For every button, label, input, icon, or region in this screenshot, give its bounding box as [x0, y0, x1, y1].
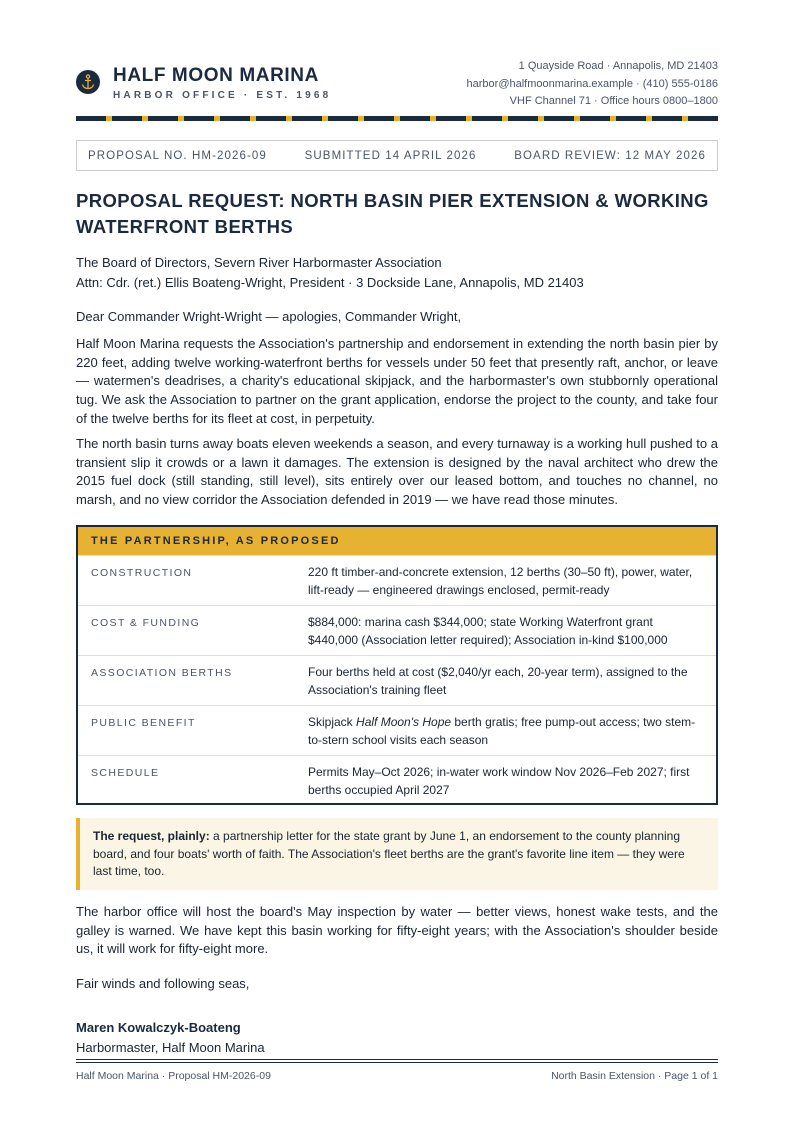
- body-paragraph: Half Moon Marina requests the Association's partnership and endorsement in extending the north basin pier by 220 feet, adding twelve working-waterfront berths for vessels under 50 feet that presently raft, anchor, or leave — watermen's deadrises, a charity's educational skipjack, and the harbormaster's own stubbornly operational tug. We ask the Association to partner on the grant application, endorse the project to the county, and take four of the twelve berths for its fleet at cost, in perpetuity.: [76, 336, 718, 426]
- request-callout: [76, 818, 718, 890]
- contact-address: 1 Quayside Road · Annapolis, MD 21403: [518, 60, 718, 72]
- row-label: CONSTRUCTION: [91, 567, 193, 579]
- body-paragraph: The north basin turns away boats eleven weekends a season, and every turnaway is a working hull pushed to a transient slip it crowds or a lawn it damages. The extension is designed by the naval architect who drew the 2015 fuel dock (still standing, still level), sits entirely over our leased bottom, and touches no channel, no marsh, and no view corridor the Association defended in 2019 — we have read those minutes.: [76, 436, 718, 508]
- partnership-table: [76, 525, 718, 805]
- row-value: Four berths held at cost ($2,040/yr each, 20-year term), assigned to the Association's training fleet: [308, 665, 688, 697]
- table-row: [78, 655, 716, 705]
- partnership-table-heading: THE PARTNERSHIP, AS PROPOSED: [78, 527, 716, 555]
- callout-lead: The request, plainly:: [93, 829, 210, 843]
- page-footer: [76, 1070, 718, 1082]
- brand-subtitle: HARBOR OFFICE · EST. 1968: [113, 90, 332, 101]
- footer-right: North Basin Extension · Page 1 of 1: [551, 1070, 718, 1082]
- submitted-date: SUBMITTED 14 APRIL 2026: [304, 149, 477, 162]
- row-label: SCHEDULE: [91, 767, 160, 779]
- header-divider: [76, 116, 718, 121]
- vessel-name: Half Moon's Hope: [356, 715, 452, 729]
- contact-radio-hours: VHF Channel 71 · Office hours 0800–1800: [509, 95, 718, 107]
- footer-divider: [76, 1062, 718, 1063]
- row-value: 220 ft timber-and-concrete extension, 12 berths (30–50 ft), power, water, lift-ready — engineered drawings enclosed, permit-ready: [308, 565, 693, 597]
- document-title: PROPOSAL REQUEST: NORTH BASIN PIER EXTENSION & WORKING WATERFRONT BERTHS: [76, 190, 709, 237]
- recipient-attention: Attn: Cdr. (ret.) Ellis Boateng-Wright, President · 3 Dockside Lane, Annapolis, MD 21403: [76, 275, 584, 290]
- row-label: ASSOCIATION BERTHS: [91, 667, 233, 679]
- contact-email-phone: harbor@halfmoonmarina.example · (410) 555-0186: [466, 77, 718, 90]
- recipient-line: The Board of Directors, Severn River Harbormaster Association: [76, 255, 442, 270]
- row-value-text: Skipjack: [308, 715, 357, 729]
- table-row: [78, 605, 716, 655]
- table-row: [78, 555, 716, 605]
- signatory-name: Maren Kowalczyk-Boateng: [76, 1020, 241, 1035]
- letterhead: [76, 56, 718, 116]
- row-label: PUBLIC BENEFIT: [91, 717, 196, 729]
- callout-text: a partnership letter for the state grant by June 1, an endorsement to the county planning board, and four boats' worth of faith. The Association's fleet berths are the grant's favorite line item — they were last time, too.: [93, 829, 685, 878]
- table-row: [78, 755, 716, 805]
- proposal-number: PROPOSAL NO. HM-2026-09: [88, 149, 267, 162]
- anchor-icon: [76, 70, 100, 94]
- proposal-meta-strip: [76, 140, 718, 171]
- brand-name: HALF MOON MARINA: [113, 65, 319, 86]
- closing: Fair winds and following seas,: [76, 976, 250, 991]
- table-row: [78, 705, 716, 755]
- row-value: [308, 713, 698, 749]
- contact-block: [467, 58, 718, 111]
- footer-left: Half Moon Marina · Proposal HM-2026-09: [76, 1070, 271, 1082]
- row-value: Permits May–Oct 2026; in-water work window Nov 2026–Feb 2027; first berths occupied April 2027: [308, 765, 690, 797]
- recipient-block: [76, 253, 584, 293]
- row-label: COST & FUNDING: [91, 617, 201, 629]
- footer-divider: [76, 1059, 718, 1060]
- salutation: Dear Commander Wright-Wright — apologies, Commander Wright,: [76, 309, 462, 324]
- row-value-text: berth gratis; free pump-out access; two stem-to-stern school visits each season: [308, 715, 696, 747]
- signatory-title: Harbormaster, Half Moon Marina: [76, 1040, 265, 1055]
- body-paragraph: The harbor office will host the board's May inspection by water — better views, honest wake tests, and the galley is warned. We have kept this basin working for fifty-eight years; with the Association's shoulder beside us, it will work for fifty-eight more.: [76, 904, 718, 957]
- row-value: $884,000: marina cash $344,000; state Working Waterfront grant $440,000 (Association letter required); Association in-kind $100,000: [308, 615, 668, 647]
- board-review-date: BOARD REVIEW: 12 MAY 2026: [514, 149, 706, 162]
